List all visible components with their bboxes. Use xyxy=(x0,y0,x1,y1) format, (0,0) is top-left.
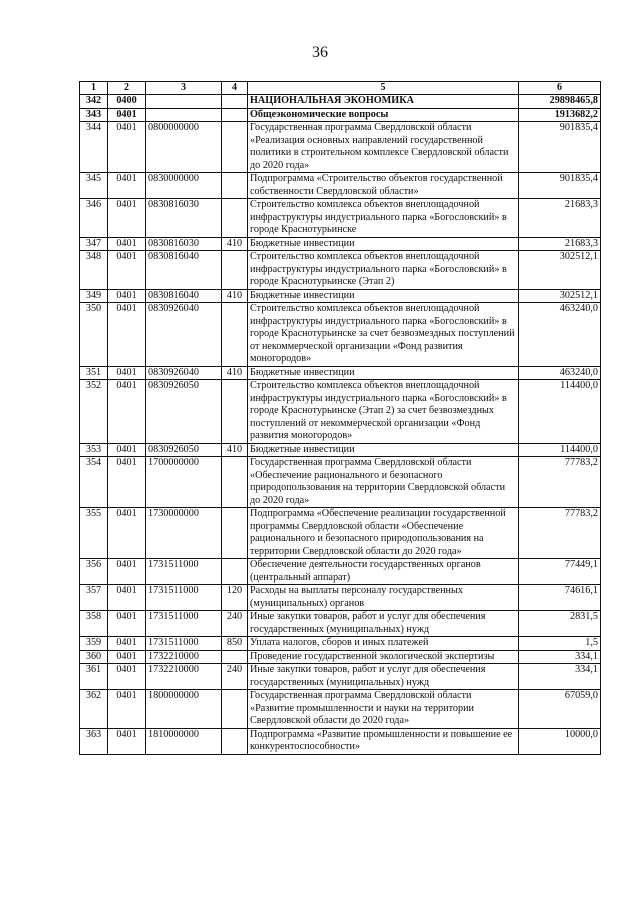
expense-type-cell: 410 xyxy=(222,237,248,251)
item-name-cell: Государственная программа Свердловской области «Обеспечение рационального и безопасного природопользования на территории Свердловской области до 2020 года» xyxy=(248,457,519,508)
item-name-cell: Иные закупки товаров, работ и услуг для обеспечения государственных (муниципальных) нужд xyxy=(248,611,519,637)
target-article-cell: 0830926050 xyxy=(146,443,222,457)
amount-cell: 21683,3 xyxy=(519,199,601,238)
expense-type-cell: 850 xyxy=(222,637,248,651)
target-article-cell xyxy=(146,108,222,122)
item-name-cell: Строительство комплекса объектов внеплощадочной инфраструктуры индустриального парка «Богословский» в городе Краснотурьинске (Этап 2) за счет безвозмездных поступлений от некоммерческой организации «Фонд развития моногородов» xyxy=(248,380,519,444)
table-body xyxy=(80,95,601,755)
row-number-cell: 361 xyxy=(80,664,108,690)
row-number-cell: 358 xyxy=(80,611,108,637)
table-row xyxy=(80,95,601,109)
section-code-cell: 0401 xyxy=(108,108,146,122)
row-number-cell: 354 xyxy=(80,457,108,508)
item-name-cell: Строительство комплекса объектов внеплощадочной инфраструктуры индустриального парка «Богословский» в городе Краснотурьинске (Этап 2) xyxy=(248,251,519,290)
table-row xyxy=(80,289,601,303)
row-number-cell: 347 xyxy=(80,237,108,251)
target-article-cell: 0830816030 xyxy=(146,199,222,238)
item-name-cell: Иные закупки товаров, работ и услуг для обеспечения государственных (муниципальных) нужд xyxy=(248,664,519,690)
expense-type-cell xyxy=(222,108,248,122)
row-number-cell: 363 xyxy=(80,728,108,754)
expense-type-cell: 410 xyxy=(222,366,248,380)
item-name-cell: Подпрограмма «Обеспечение реализации государственной программы Свердловской области «Обеспечение рационального и безопасного природопользования на территории Свердловской области до 2020 года» xyxy=(248,508,519,559)
target-article-cell: 1730000000 xyxy=(146,508,222,559)
amount-cell: 302512,1 xyxy=(519,251,601,290)
expense-type-cell: 240 xyxy=(222,611,248,637)
table-row xyxy=(80,508,601,559)
table-row xyxy=(80,611,601,637)
amount-cell: 114400,0 xyxy=(519,443,601,457)
section-code-cell: 0401 xyxy=(108,690,146,729)
section-code-cell: 0401 xyxy=(108,122,146,173)
target-article-cell: 1731511000 xyxy=(146,611,222,637)
row-number-cell: 345 xyxy=(80,173,108,199)
amount-cell: 67059,0 xyxy=(519,690,601,729)
section-code-cell: 0401 xyxy=(108,664,146,690)
item-name-cell: Строительство комплекса объектов внеплощадочной инфраструктуры индустриального парка «Богословский» в городе Краснотурьинске xyxy=(248,199,519,238)
expense-type-cell xyxy=(222,380,248,444)
target-article-cell: 0830000000 xyxy=(146,173,222,199)
expense-type-cell xyxy=(222,95,248,109)
table-row xyxy=(80,199,601,238)
table-row xyxy=(80,108,601,122)
section-code-cell: 0401 xyxy=(108,611,146,637)
item-name-cell: Бюджетные инвестиции xyxy=(248,366,519,380)
expense-type-cell xyxy=(222,508,248,559)
item-name-cell: Бюджетные инвестиции xyxy=(248,443,519,457)
row-number-cell: 357 xyxy=(80,585,108,611)
target-article-cell: 1810000000 xyxy=(146,728,222,754)
table-row xyxy=(80,637,601,651)
amount-cell: 29898465,8 xyxy=(519,95,601,109)
table-row xyxy=(80,303,601,367)
amount-cell: 77783,2 xyxy=(519,457,601,508)
item-name-cell: Строительство комплекса объектов внеплощадочной инфраструктуры индустриального парка «Богословский» в городе Краснотурьинске за счет безвозмездных поступлений от некоммерческой организации «Фонд развития моногородов» xyxy=(248,303,519,367)
section-code-cell: 0401 xyxy=(108,443,146,457)
row-number-cell: 346 xyxy=(80,199,108,238)
row-number-cell: 351 xyxy=(80,366,108,380)
amount-cell: 21683,3 xyxy=(519,237,601,251)
amount-cell: 334,1 xyxy=(519,664,601,690)
item-name-cell: Подпрограмма «Строительство объектов государственной собственности Свердловской области» xyxy=(248,173,519,199)
section-code-cell: 0401 xyxy=(108,303,146,367)
target-article-cell: 0800000000 xyxy=(146,122,222,173)
table-row xyxy=(80,122,601,173)
amount-cell: 10000,0 xyxy=(519,728,601,754)
target-article-cell: 1732210000 xyxy=(146,664,222,690)
amount-cell: 901835,4 xyxy=(519,173,601,199)
target-article-cell: 1800000000 xyxy=(146,690,222,729)
target-article-cell: 0830816040 xyxy=(146,289,222,303)
section-code-cell: 0401 xyxy=(108,199,146,238)
table-row xyxy=(80,443,601,457)
row-number-cell: 344 xyxy=(80,122,108,173)
target-article-cell: 1731511000 xyxy=(146,559,222,585)
item-name-cell: Бюджетные инвестиции xyxy=(248,237,519,251)
table-header-row xyxy=(80,82,601,95)
expense-type-cell: 240 xyxy=(222,664,248,690)
target-article-cell: 0830926040 xyxy=(146,366,222,380)
expense-type-cell xyxy=(222,251,248,290)
expense-type-cell xyxy=(222,690,248,729)
expense-type-cell: 120 xyxy=(222,585,248,611)
table-row xyxy=(80,559,601,585)
table-row xyxy=(80,664,601,690)
target-article-cell: 1732210000 xyxy=(146,650,222,664)
expense-type-cell xyxy=(222,173,248,199)
item-name-cell: Государственная программа Свердловской области «Реализация основных направлений государственной политики в строительном комплексе Свердловской области до 2020 года» xyxy=(248,122,519,173)
item-name-cell: Обеспечение деятельности государственных органов (центральный аппарат) xyxy=(248,559,519,585)
amount-cell: 1913682,2 xyxy=(519,108,601,122)
target-article-cell: 0830816040 xyxy=(146,251,222,290)
section-code-cell: 0401 xyxy=(108,237,146,251)
expense-type-cell xyxy=(222,303,248,367)
item-name-cell: Проведение государственной экологической экспертизы xyxy=(248,650,519,664)
item-name-cell: Общеэкономические вопросы xyxy=(248,108,519,122)
header-cell: 1 xyxy=(80,82,108,95)
header-cell: 4 xyxy=(222,82,248,95)
row-number-cell: 343 xyxy=(80,108,108,122)
target-article-cell: 0830816030 xyxy=(146,237,222,251)
row-number-cell: 349 xyxy=(80,289,108,303)
expense-type-cell xyxy=(222,650,248,664)
section-code-cell: 0401 xyxy=(108,559,146,585)
table-row xyxy=(80,366,601,380)
row-number-cell: 342 xyxy=(80,95,108,109)
section-code-cell: 0401 xyxy=(108,728,146,754)
row-number-cell: 360 xyxy=(80,650,108,664)
page-number: 36 xyxy=(312,44,328,61)
header-cell: 2 xyxy=(108,82,146,95)
amount-cell: 1,5 xyxy=(519,637,601,651)
row-number-cell: 353 xyxy=(80,443,108,457)
expense-type-cell xyxy=(222,122,248,173)
item-name-cell: НАЦИОНАЛЬНАЯ ЭКОНОМИКА xyxy=(248,95,519,109)
target-article-cell: 0830926050 xyxy=(146,380,222,444)
amount-cell: 334,1 xyxy=(519,650,601,664)
section-code-cell: 0401 xyxy=(108,173,146,199)
row-number-cell: 362 xyxy=(80,690,108,729)
item-name-cell: Подпрограмма «Развитие промышленности и повышение ее конкурентоспособности» xyxy=(248,728,519,754)
section-code-cell: 0401 xyxy=(108,380,146,444)
expense-type-cell xyxy=(222,559,248,585)
row-number-cell: 348 xyxy=(80,251,108,290)
budget-table xyxy=(79,81,601,755)
table-row xyxy=(80,380,601,444)
amount-cell: 463240,0 xyxy=(519,366,601,380)
amount-cell: 463240,0 xyxy=(519,303,601,367)
section-code-cell: 0401 xyxy=(108,251,146,290)
amount-cell: 2831,5 xyxy=(519,611,601,637)
section-code-cell: 0401 xyxy=(108,457,146,508)
amount-cell: 74616,1 xyxy=(519,585,601,611)
table-row xyxy=(80,690,601,729)
item-name-cell: Государственная программа Свердловской области «Развитие промышленности и науки на территории Свердловской области до 2020 года» xyxy=(248,690,519,729)
target-article-cell: 1731511000 xyxy=(146,585,222,611)
header-cell: 3 xyxy=(146,82,222,95)
table-row xyxy=(80,457,601,508)
amount-cell: 114400,0 xyxy=(519,380,601,444)
target-article-cell xyxy=(146,95,222,109)
row-number-cell: 350 xyxy=(80,303,108,367)
row-number-cell: 352 xyxy=(80,380,108,444)
table-row xyxy=(80,728,601,754)
table-row xyxy=(80,173,601,199)
expense-type-cell xyxy=(222,457,248,508)
table-row xyxy=(80,251,601,290)
expense-type-cell: 410 xyxy=(222,289,248,303)
row-number-cell: 355 xyxy=(80,508,108,559)
section-code-cell: 0401 xyxy=(108,289,146,303)
section-code-cell: 0400 xyxy=(108,95,146,109)
amount-cell: 302512,1 xyxy=(519,289,601,303)
table-row xyxy=(80,650,601,664)
item-name-cell: Бюджетные инвестиции xyxy=(248,289,519,303)
target-article-cell: 1731511000 xyxy=(146,637,222,651)
expense-type-cell xyxy=(222,199,248,238)
section-code-cell: 0401 xyxy=(108,637,146,651)
section-code-cell: 0401 xyxy=(108,508,146,559)
section-code-cell: 0401 xyxy=(108,366,146,380)
target-article-cell: 0830926040 xyxy=(146,303,222,367)
table-row xyxy=(80,237,601,251)
expense-type-cell xyxy=(222,728,248,754)
target-article-cell: 1700000000 xyxy=(146,457,222,508)
header-cell: 6 xyxy=(519,82,601,95)
item-name-cell: Уплата налогов, сборов и иных платежей xyxy=(248,637,519,651)
section-code-cell: 0401 xyxy=(108,650,146,664)
header-cell: 5 xyxy=(248,82,519,95)
amount-cell: 901835,4 xyxy=(519,122,601,173)
section-code-cell: 0401 xyxy=(108,585,146,611)
amount-cell: 77783,2 xyxy=(519,508,601,559)
item-name-cell: Расходы на выплаты персоналу государственных (муниципальных) органов xyxy=(248,585,519,611)
expense-type-cell: 410 xyxy=(222,443,248,457)
row-number-cell: 359 xyxy=(80,637,108,651)
row-number-cell: 356 xyxy=(80,559,108,585)
table-row xyxy=(80,585,601,611)
amount-cell: 77449,1 xyxy=(519,559,601,585)
